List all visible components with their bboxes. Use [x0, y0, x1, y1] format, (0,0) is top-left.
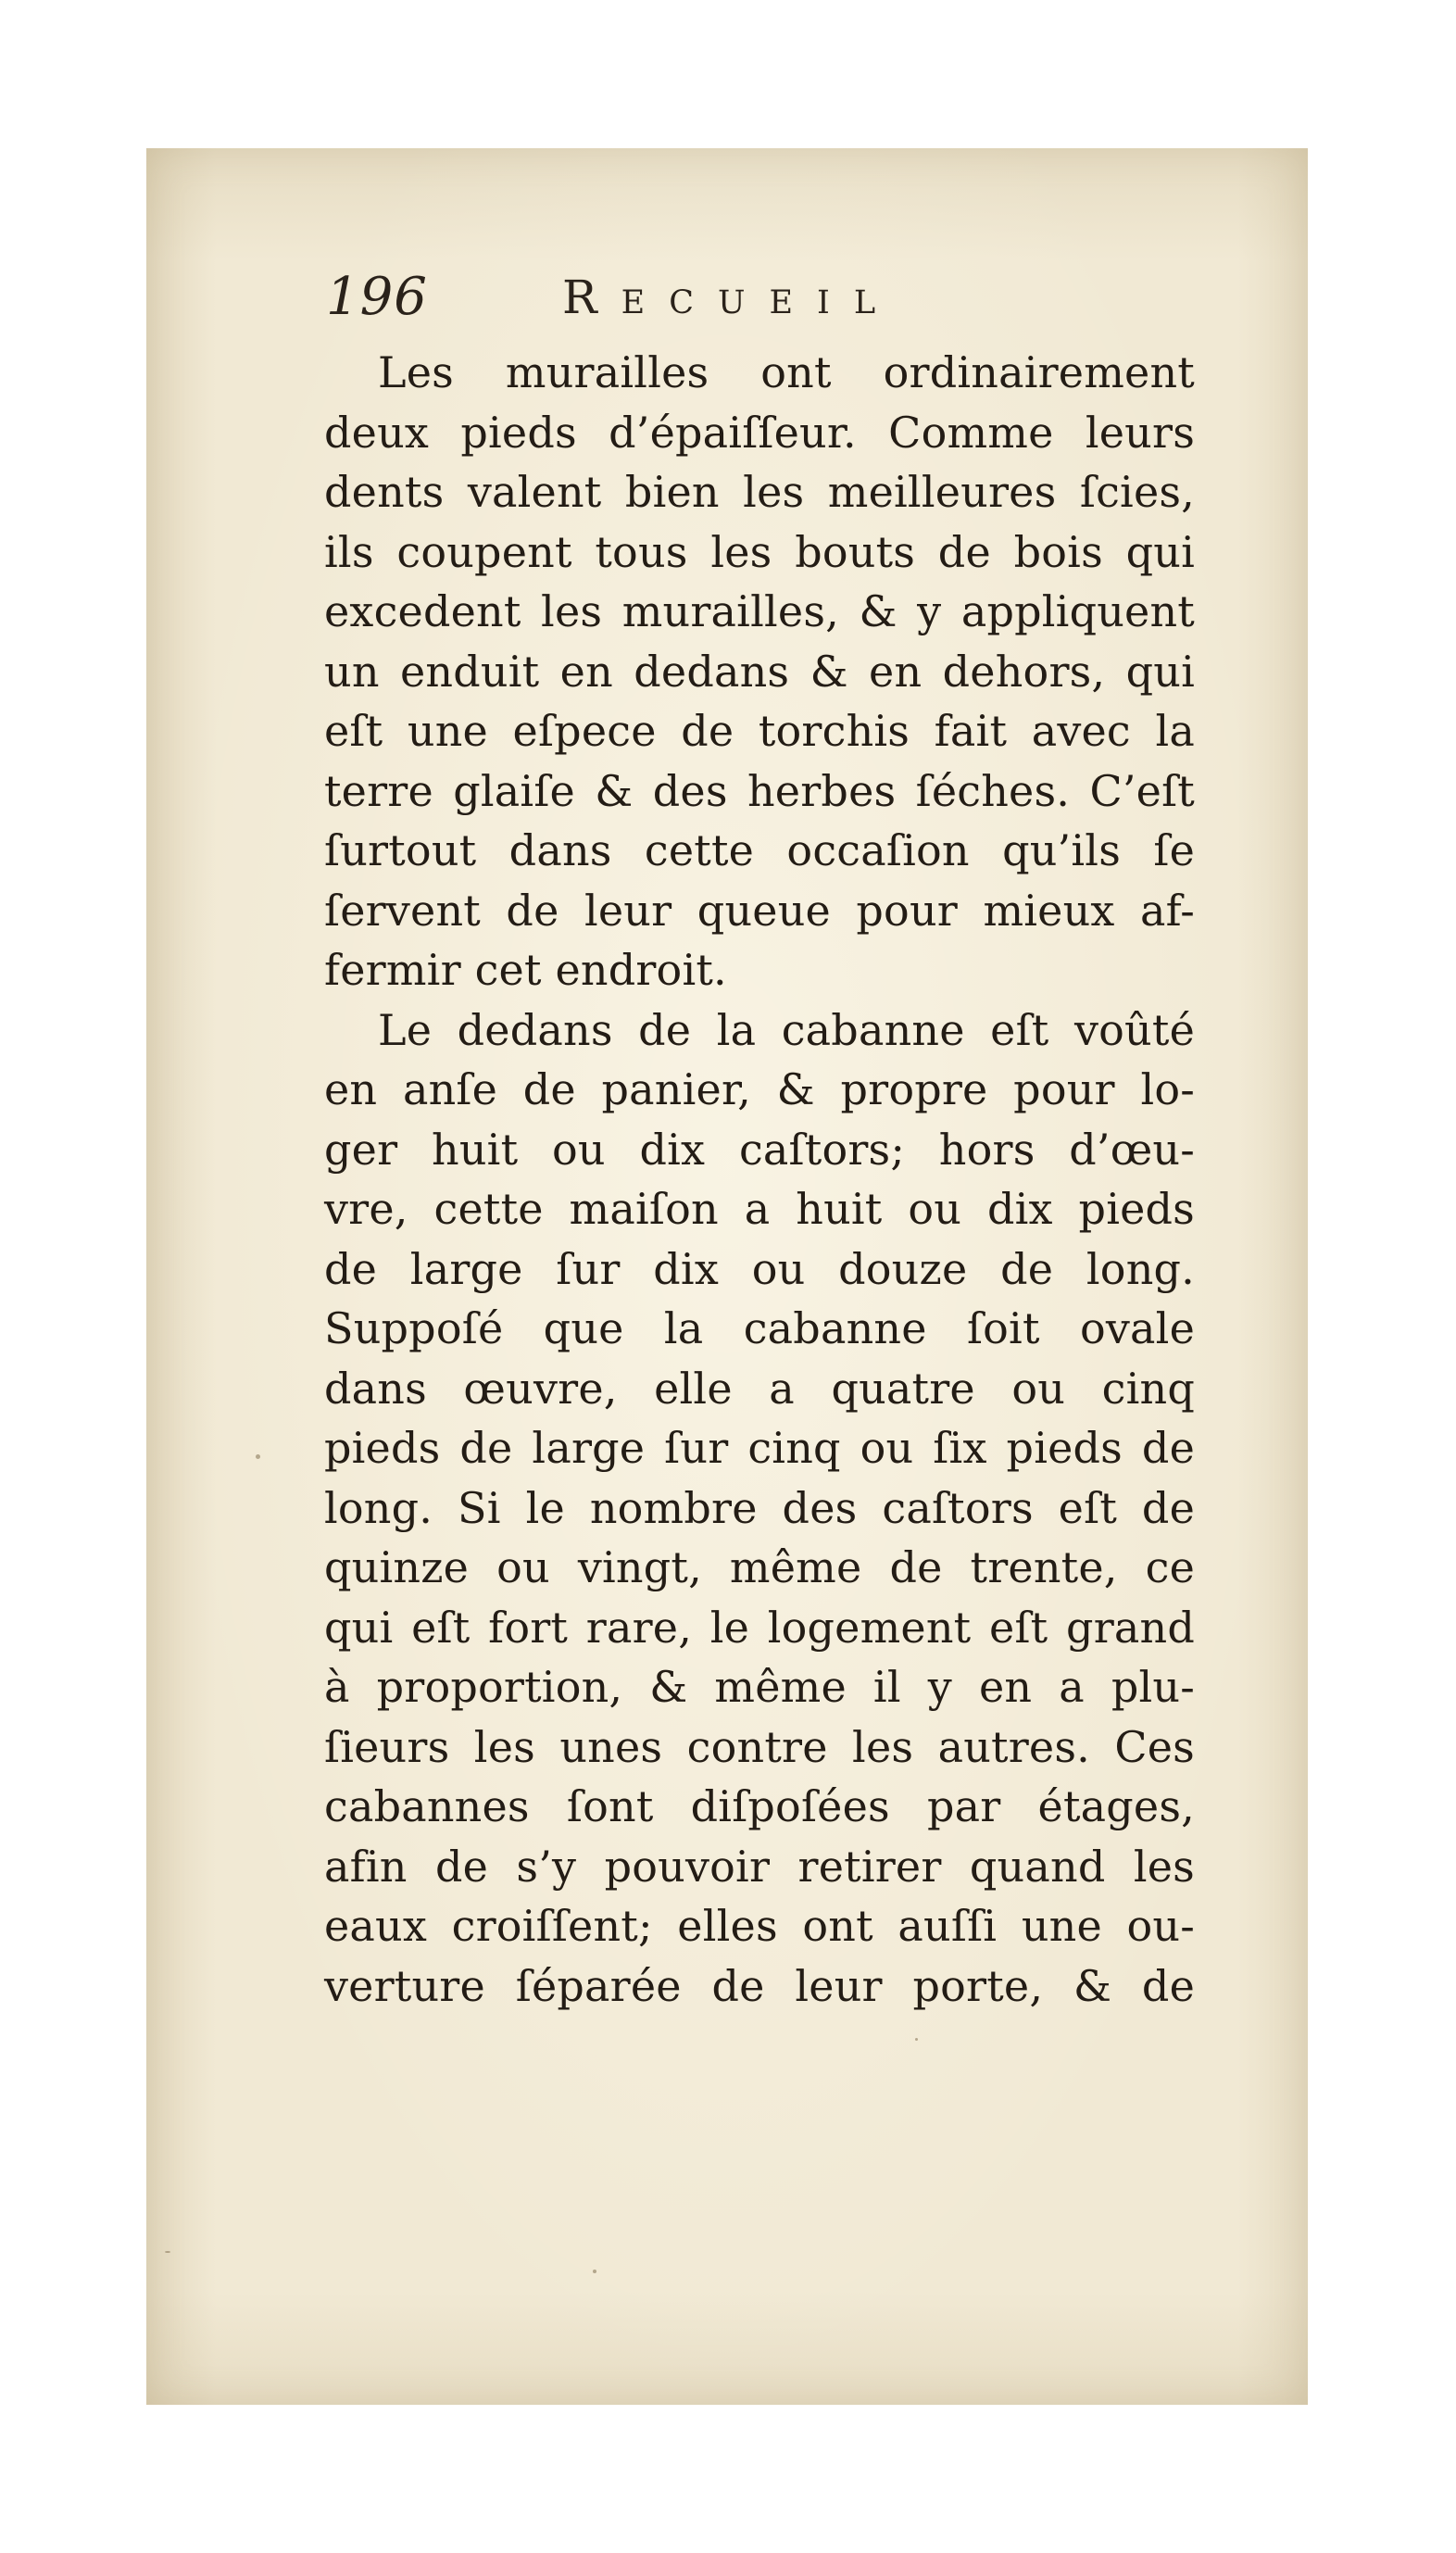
text-line: verture ſéparée de leur porte, & de [324, 1960, 1195, 2011]
text-line: ger huit ou dix caſtors; hors d’œu- [324, 1124, 1195, 1175]
page-number: 196 [326, 267, 428, 327]
paragraph [324, 343, 1195, 1000]
text-line: de large ſur dix ou douze de long. [324, 1243, 1195, 1294]
paper-speck [593, 2270, 596, 2273]
text-line: terre glaiſe & des herbes ſéches. C’eſt [324, 765, 1195, 816]
text-line: pieds de large ſur cinq ou ſix pieds de [324, 1423, 1195, 1473]
text-line: ſieurs les unes contre les autres. Ces [324, 1721, 1195, 1772]
text-line: excedent les murailles, & y appliquent [324, 586, 1195, 636]
text-line: ils coupent tous les bouts de bois qui [324, 526, 1195, 577]
text-line: vre, cette maiſon a huit ou dix pieds [324, 1184, 1195, 1234]
text-line: quinze ou vingt, même de trente, ce [324, 1542, 1195, 1592]
paper-speck [915, 2038, 918, 2041]
text-line: un enduit en dedans & en dehors, qui [324, 646, 1195, 697]
text-line: ſervent de leur queue pour mieux af- [324, 885, 1195, 936]
text-line: deux pieds d’épaiſſeur. Comme leurs [324, 407, 1195, 458]
text-line: qui eſt fort rare, le logement eſt grand [324, 1602, 1195, 1653]
text-line: cabannes ſont diſpoſées par étages, [324, 1781, 1195, 1831]
paper-speck [256, 1454, 260, 1459]
running-head: Recueil [562, 270, 900, 324]
text-line: à proportion, & même il y en a plu- [324, 1662, 1195, 1712]
text-line: Le dedans de la cabanne eſt voûté [378, 1004, 1195, 1055]
text-line: afin de s’y pouvoir retirer quand les [324, 1841, 1195, 1892]
paper-speck [165, 2251, 170, 2253]
paragraph [324, 1000, 1195, 2017]
text-line: dans œuvre, elle a quatre ou cinq [324, 1363, 1195, 1414]
text-line: eaux croiſſent; elles ont auſſi une ou- [324, 1901, 1195, 1951]
text-line: dents valent bien les meilleures ſcies, [324, 467, 1195, 517]
body-text [324, 343, 1195, 2016]
text-line: eſt une eſpece de torchis fait avec la [324, 706, 1195, 756]
text-line: Les murailles ont ordinairement [378, 347, 1195, 397]
text-line: fermir cet endroit. [324, 945, 727, 995]
text-line: long. Si le nombre des caſtors eſt de [324, 1482, 1195, 1533]
text-line: en anſe de panier, & propre pour lo- [324, 1064, 1195, 1114]
page-header [326, 267, 1160, 332]
text-line: Suppoſé que la cabanne ſoit ovale [324, 1303, 1195, 1353]
text-line: ſurtout dans cette occaſion qu’ils ſe [324, 825, 1195, 875]
